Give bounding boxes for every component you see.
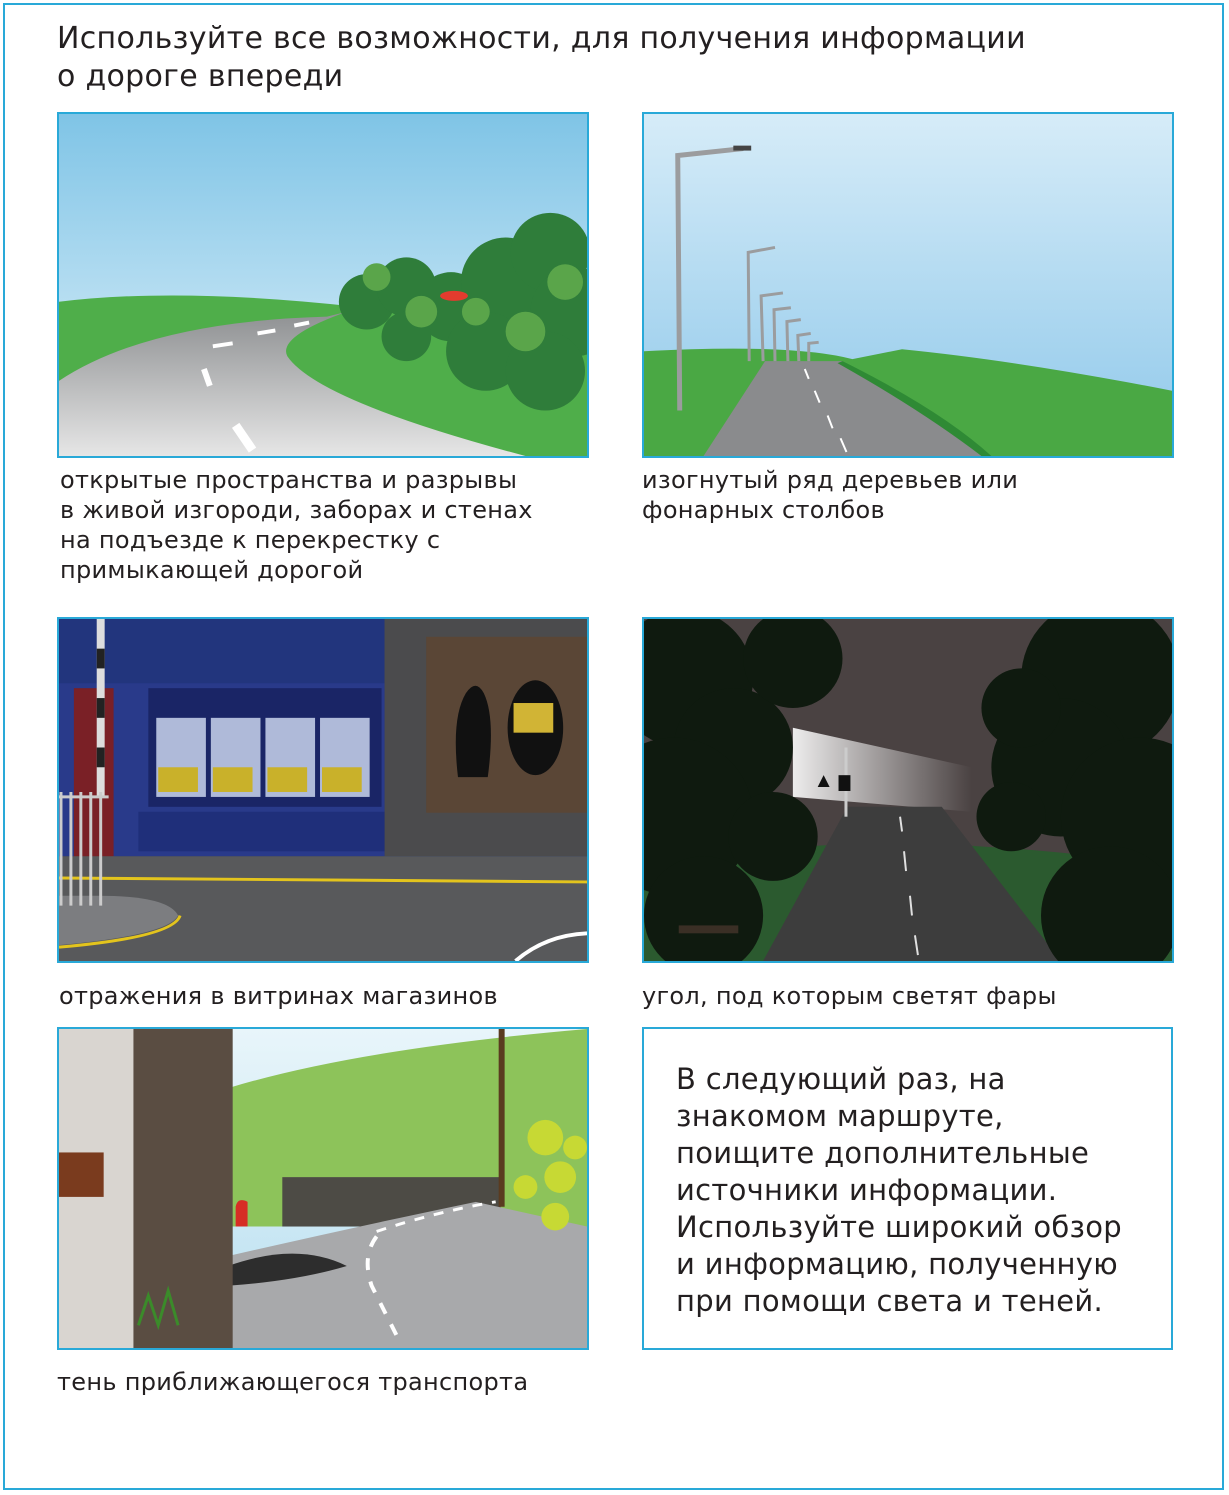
caption-line: угол, под которым светят фары <box>642 982 1057 1010</box>
caption-shop-windows <box>59 981 498 1011</box>
page-title <box>57 20 1157 96</box>
tip-line: при помощи света и теней. <box>676 1284 1104 1318</box>
illustration-open-road <box>57 112 589 458</box>
tip-line: источники информации. <box>676 1173 1058 1207</box>
tip-box <box>642 1027 1173 1350</box>
caption-line: открытые пространства и разрывы <box>60 466 518 494</box>
tip-line: и информацию, полученную <box>676 1247 1118 1281</box>
caption-open-road <box>60 465 533 585</box>
tip-line: знакомом маршруте, <box>676 1099 1004 1133</box>
title-line-2: о дороге впереди <box>57 59 344 94</box>
caption-line: отражения в витринах магазинов <box>59 982 498 1010</box>
caption-line: тень приближающегося транспорта <box>57 1368 529 1396</box>
caption-line: в живой изгороди, заборах и стенах <box>60 496 533 524</box>
caption-line: на подъезде к перекрестку с <box>60 526 441 554</box>
illustration-headlights <box>642 617 1174 963</box>
caption-line: примыкающей дорогой <box>60 556 364 584</box>
tip-line: Используйте широкий обзор <box>676 1210 1123 1244</box>
caption-line: изогнутый ряд деревьев или <box>642 466 1019 494</box>
illustration-lampposts <box>642 112 1174 458</box>
caption-lampposts <box>642 465 1018 525</box>
caption-headlights <box>642 981 1057 1011</box>
title-line-1: Используйте все возможности, для получения информации <box>57 21 1026 56</box>
tip-line: поищите дополнительные <box>676 1136 1090 1170</box>
illustration-shop-windows <box>57 617 589 963</box>
caption-line: фонарных столбов <box>642 496 885 524</box>
tip-text <box>676 1061 1122 1320</box>
tip-line: В следующий раз, на <box>676 1062 1006 1096</box>
illustration-vehicle-shadow <box>57 1027 589 1350</box>
caption-vehicle-shadow <box>57 1367 528 1397</box>
